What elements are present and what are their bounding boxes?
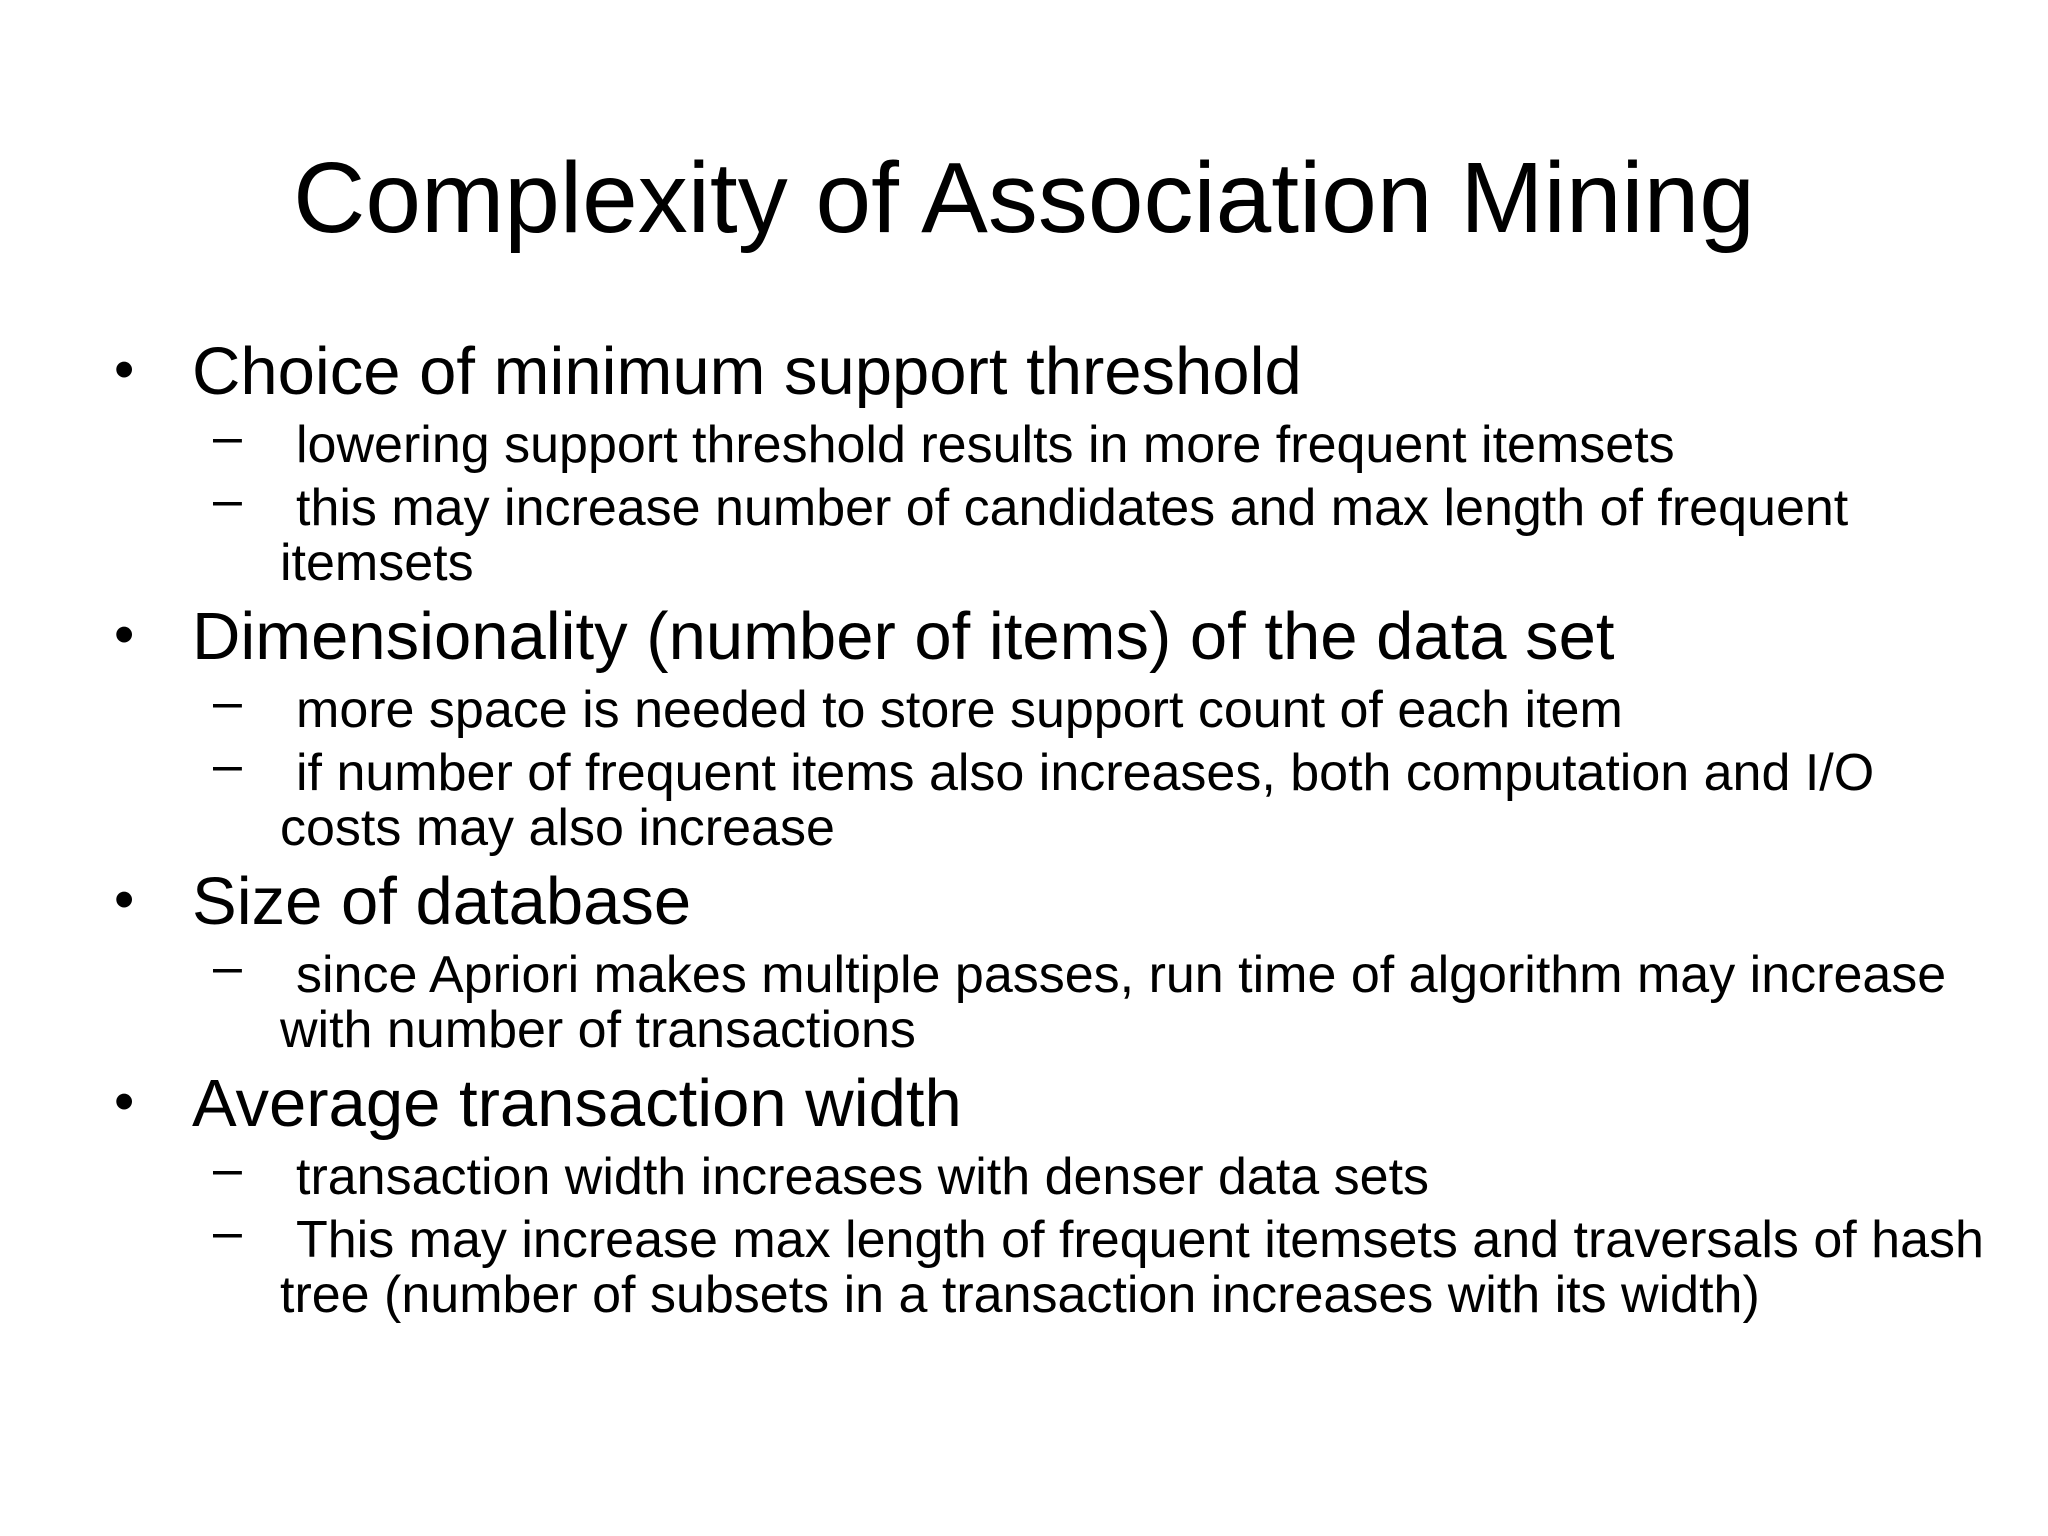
bullet-item [110, 864, 1990, 940]
slide-title: Complexity of Association Mining [293, 142, 1755, 254]
bullet-item [110, 1066, 1990, 1142]
bullet-text: Size of database [192, 864, 692, 939]
sub-list [110, 1140, 1990, 1324]
bullet-item [110, 334, 1990, 410]
bullet-item [110, 599, 1990, 675]
dash-icon: – [213, 673, 242, 731]
sub-item [110, 673, 1990, 739]
sub-list [110, 408, 1990, 592]
sub-text: if number of frequent items also increases, both computation and I/O costs may also increase [280, 744, 1875, 857]
sub-list [110, 673, 1990, 857]
bullet-text: Dimensionality (number of items) of the data set [192, 599, 1615, 674]
sub-text: more space is needed to store support count of each item [296, 681, 1623, 739]
bullet-dot-icon: • [114, 1069, 135, 1134]
slide-content [110, 330, 1990, 1331]
sub-text: since Apriori makes multiple passes, run time of algorithm may increase with number of transactions [280, 946, 1947, 1059]
dash-icon: – [213, 471, 242, 529]
sub-text: lowering support threshold results in more frequent itemsets [296, 416, 1675, 474]
sub-item [110, 471, 1990, 592]
sub-item [110, 736, 1990, 857]
bullet-text: Average transaction width [192, 1066, 962, 1141]
dash-icon: – [213, 736, 242, 794]
sub-text: transaction width increases with denser data sets [296, 1148, 1430, 1206]
sub-text: this may increase number of candidates and max length of frequent itemsets [280, 479, 1849, 592]
dash-icon: – [213, 938, 242, 996]
sub-text: This may increase max length of frequent itemsets and traversals of hash tree (number of subsets in a transaction increases with its width) [280, 1211, 1984, 1324]
sub-item [110, 1203, 1990, 1324]
dash-icon: – [213, 1203, 242, 1261]
dash-icon: – [213, 1140, 242, 1198]
bullet-dot-icon: • [114, 867, 135, 932]
sub-item [110, 938, 1990, 1059]
sub-item [110, 1140, 1990, 1206]
bullet-text: Choice of minimum support threshold [192, 334, 1302, 409]
bullet-dot-icon: • [114, 337, 135, 402]
sub-list [110, 938, 1990, 1059]
dash-icon: – [213, 408, 242, 466]
sub-item [110, 408, 1990, 474]
bullet-dot-icon: • [114, 602, 135, 667]
